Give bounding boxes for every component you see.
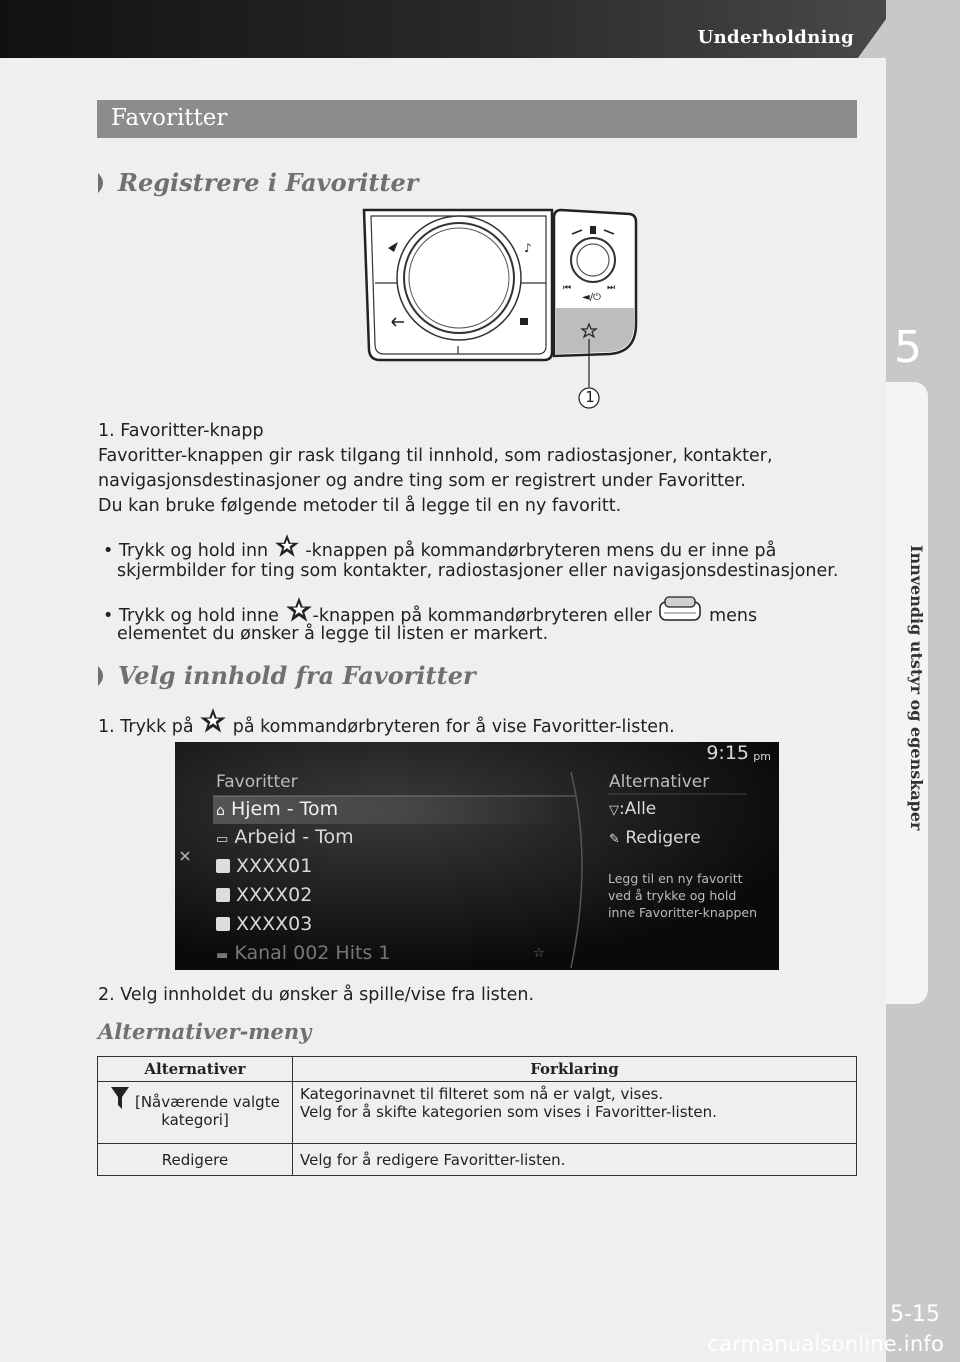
subsection-title: Velg innhold fra Favoritter xyxy=(118,661,476,690)
steering-switch-icon xyxy=(657,596,703,624)
filter-icon xyxy=(110,1085,130,1111)
clock-ampm: pm xyxy=(753,750,771,763)
edit-option-label: Redigere xyxy=(625,828,701,848)
bullet-text: Trykk og hold inne xyxy=(118,606,279,626)
paragraph-line: Favoritter-knappen gir rask tilgang til innhold, som radiostasjoner, kontakter, xyxy=(98,446,773,466)
list-item[interactable] xyxy=(216,798,338,820)
section-heading-bar xyxy=(97,100,857,138)
heading-marker-icon xyxy=(98,666,108,686)
bullet-dot: • xyxy=(103,541,119,561)
list-item-favorites-button: 1. Favoritter-knapp xyxy=(98,421,264,441)
list-item-label: XXXX01 xyxy=(236,855,313,877)
list-item-label: Hjem - Tom xyxy=(230,798,339,820)
chapter-number: 5 xyxy=(894,322,922,373)
list-item[interactable] xyxy=(216,884,312,906)
table-cell-text: Velg for å skifte kategorien som vises i Favoritter-listen. xyxy=(300,1103,717,1121)
table-cell-text: [Nåværende valgte xyxy=(134,1093,280,1111)
options-table xyxy=(97,1056,857,1176)
table-header: Forklaring xyxy=(293,1057,857,1082)
list-item[interactable] xyxy=(216,942,390,964)
home-icon xyxy=(520,318,528,325)
subsection-heading-register xyxy=(98,168,418,197)
favorites-star-icon xyxy=(285,596,313,624)
section-title: Favoritter xyxy=(111,105,228,131)
commander-switch-illustration xyxy=(360,206,640,416)
bullet-text: mens xyxy=(709,606,758,626)
favorites-screen xyxy=(175,742,779,970)
watermark: carmanualsonline.info xyxy=(707,1332,944,1356)
filter-option-label: :Alle xyxy=(619,799,657,819)
radio-icon xyxy=(216,888,230,902)
edit-option[interactable] xyxy=(609,828,701,848)
header-bar xyxy=(0,0,960,58)
bullet-text: -knappen på kommandørbryteren mens du er inne på xyxy=(305,541,777,561)
list-item[interactable] xyxy=(216,826,354,848)
bullet-continuation: skjermbilder for ting som kontakter, radiostasjoner eller navigasjonsdestinasjoner. xyxy=(117,561,839,581)
chapter-title: Innvendig utstyr og egenskaper xyxy=(907,545,926,831)
hint-line: Legg til en ny favoritt xyxy=(608,871,743,886)
volume-icon xyxy=(590,226,596,234)
list-title: Favoritter xyxy=(216,772,298,792)
step-text: 1. Trykk på xyxy=(98,717,194,737)
table-cell xyxy=(98,1082,293,1144)
table-cell: Redigere xyxy=(98,1144,293,1176)
favorites-star-icon xyxy=(274,533,300,559)
table-cell xyxy=(293,1082,857,1144)
table-header-row xyxy=(98,1057,857,1082)
list-item-label: XXXX03 xyxy=(236,913,313,935)
table-cell-text: kategori] xyxy=(161,1111,229,1129)
favorites-star-icon xyxy=(199,707,227,735)
step-text: på kommandørbryteren for å vise Favoritter-listen. xyxy=(232,717,675,737)
table-cell: Velg for å redigere Favoritter-listen. xyxy=(293,1144,857,1176)
header-title: Underholdning xyxy=(697,27,854,48)
filter-option[interactable] xyxy=(609,799,656,819)
step-item xyxy=(98,707,675,740)
paragraph-line: Du kan bruke følgende metoder til å legge til en ny favoritt. xyxy=(98,496,622,516)
subsection-heading-select xyxy=(98,661,476,690)
bullet-text: -knappen på kommandørbryteren eller xyxy=(312,606,652,626)
table-row xyxy=(98,1144,857,1176)
callout-number: 1 xyxy=(585,388,595,406)
list-item-label: Arbeid - Tom xyxy=(234,826,354,848)
home-icon: ⌂ xyxy=(216,803,225,819)
options-title: Alternativer xyxy=(609,772,710,792)
heading-marker-icon xyxy=(98,173,108,193)
list-item-label: Kanal 002 Hits 1 xyxy=(234,942,391,964)
bullet-text: Trykk og hold inn xyxy=(118,541,269,561)
svg-text:◄/⏻: ◄/⏻ xyxy=(582,292,601,303)
table-header: Alternativer xyxy=(98,1057,293,1082)
briefcase-icon: ▭ xyxy=(216,832,229,847)
hint-line: inne Favoritter-knappen xyxy=(608,905,757,920)
paragraph-line: navigasjonsdestinasjoner og andre ting som er registrert under Favoritter. xyxy=(98,471,746,491)
options-menu-heading: Alternativer-meny xyxy=(98,1019,312,1044)
page-number: 5-15 xyxy=(890,1302,940,1327)
clock-time: 9:15 xyxy=(706,742,749,764)
hint-text xyxy=(608,870,757,921)
subsection-title: Registrere i Favoritter xyxy=(118,168,419,197)
bullet-dot: • xyxy=(103,606,119,626)
radio-icon xyxy=(216,859,230,873)
table-row xyxy=(98,1082,857,1144)
svg-text:⏭: ⏭ xyxy=(607,283,616,293)
table-cell-text: Kategorinavnet til filteret som nå er valgt, vises. xyxy=(300,1085,664,1103)
radio-icon xyxy=(216,917,230,931)
favorites-star-icon: ☆ xyxy=(533,946,545,961)
hint-line: ved å trykke og hold xyxy=(608,888,737,903)
satellite-radio-icon: ▬ xyxy=(216,948,229,963)
step-item: 2. Velg innholdet du ønsker å spille/vise fra listen. xyxy=(98,985,535,1005)
list-item[interactable] xyxy=(216,913,312,935)
bullet-continuation: elementet du ønsker å legge til listen er markert. xyxy=(117,624,549,644)
filter-icon: ▽ xyxy=(609,803,619,818)
svg-text:⏮: ⏮ xyxy=(563,283,572,293)
pencil-icon: ✎ xyxy=(609,832,620,847)
list-item[interactable] xyxy=(216,855,312,877)
list-item-label: XXXX02 xyxy=(236,884,313,906)
music-icon: ♪ xyxy=(524,241,532,255)
